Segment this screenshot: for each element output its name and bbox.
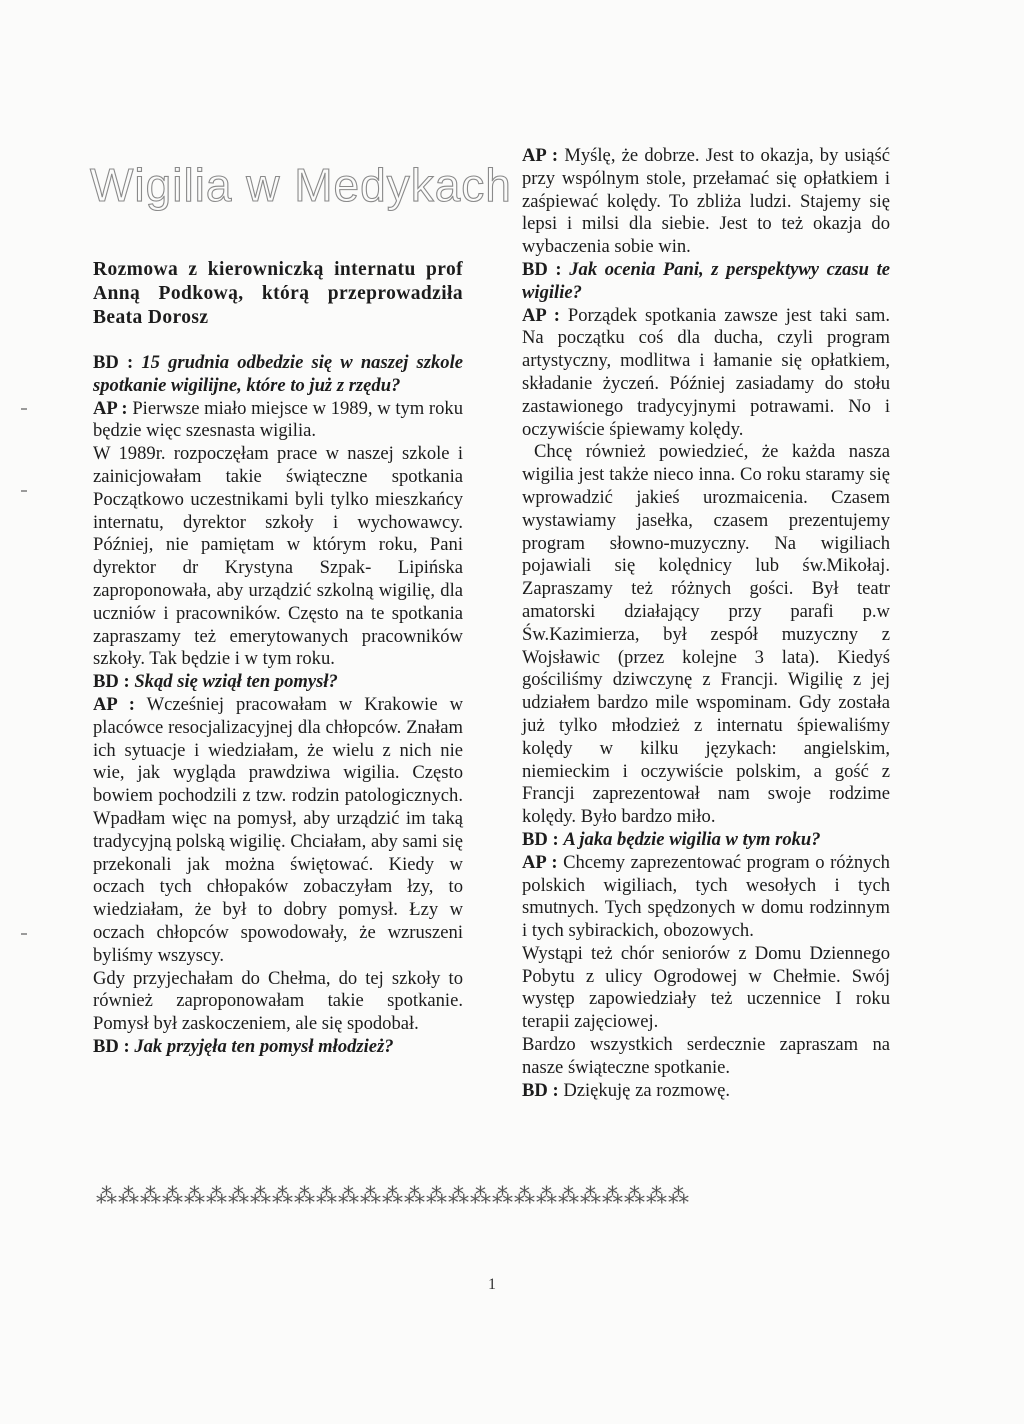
interview-paragraph — [522, 1034, 890, 1080]
scan-mark — [21, 490, 27, 492]
speaker-label: BD : — [522, 1079, 559, 1101]
right-column — [522, 145, 890, 1102]
interview-paragraph — [522, 305, 890, 442]
article-title: Wigilia w Medykach — [90, 159, 512, 211]
speaker-label: BD : — [522, 828, 559, 850]
speaker-label: AP : — [93, 397, 128, 419]
interview-paragraph — [93, 398, 463, 444]
speaker-label: AP : — [522, 851, 558, 873]
interview-paragraph — [93, 694, 463, 968]
left-column — [93, 352, 463, 1059]
paragraph-text: Myślę, że dobrze. Jest to okazja, by usiąść przy wspólnym stole, przełamać się opłatkiem i zaśpiewać kolędy. To zbliża ludzi. Stajemy się lepsi i milsi dla siebie. Jest to też okazja do wybaczenia sobie win. — [522, 145, 891, 258]
paragraph-text: Dziękuję za rozmowę. — [563, 1079, 731, 1101]
paragraph-text: A jaka będzie wigilia w tym roku? — [563, 828, 821, 850]
interview-question — [93, 352, 463, 398]
paragraph-text: Chcę również powiedzieć, że każda nasza wigilia jest także nieco inna. Co roku staramy się wprowadzić jakieś urozmaicenia. Czasem wystawiamy jasełka, czasem prezentujemy program słowno-muzyczny. Na wigiliach pojawiali się kolędnicy lub św.Mikołaj. Zapraszamy też różnych gości. Był teatr amatorski działający przy parafi p.w Św.Kazimierza, był zespół muzyczny z Wojsławic (przez kolejne 3 lata). Kiedyś gościliśmy dziwczynę z Francji. Wigilię z jej udziałem bardzo mile wspominam. Gdy została już tylko młodzież z internatu śpiewaliśmy kolędy w kilku językach: angielskim, niemieckim i oczywiście polskim, a gość z Francji zaprezentował nam swoje rodzime kolędy. Było bardzo miło. — [522, 441, 890, 828]
paragraph-text: Bardzo wszystkich serdecznie zapraszam na nasze świąteczne spotkanie. — [522, 1034, 890, 1078]
speaker-label: AP : — [93, 693, 135, 715]
scan-mark — [21, 933, 27, 935]
paragraph-text: Skąd się wziął ten pomysł? — [134, 671, 338, 693]
interview-paragraph — [522, 852, 890, 943]
paragraph-text: Pierwsze miało miejsce w 1989, w tym roku będzie więc szesnasta wigilia. — [93, 397, 464, 442]
paragraph-text: Chcemy zaprezentować program o różnych polskich wigiliach, tych wesołych i tych smutnych. Tych spędzonych w domu rodzinnym i tych sybirackich, obozowych. — [522, 851, 890, 942]
decorative-tree-border: ⁂⁂⁂⁂⁂⁂⁂⁂⁂⁂⁂⁂⁂⁂⁂⁂⁂⁂⁂⁂⁂⁂⁂⁂⁂⁂⁂ — [96, 1184, 690, 1208]
speaker-label: BD : — [93, 671, 130, 693]
paragraph-text: W 1989r. rozpoczęłam prace w naszej szkole i zainicjowałam takie świąteczne spotkania Początkowo uczestnikami byli tylko mieszkańcy internatu, dyrektor szkoły i wychowawcy. Później, nie pamiętam w którym roku, Pani dyrektor dr Krystyna Szpak- Lipińska zaproponowała, aby urządzić szkolną wigilię, dla uczniów i pracowników. Często na te spotkania zapraszamy też emerytowanych pracowników szkoły. Tak będzie i w tym roku. — [93, 443, 463, 670]
paragraph-text: 15 grudnia odbedzie się w naszej szkole spotkanie wigilijne, które to już z rzędu? — [93, 352, 464, 396]
speaker-label: AP : — [522, 145, 559, 166]
paragraph-text: Porządek spotkania zawsze jest taki sam. Na początku coś dla ducha, czyli program artystyczny, modlitwa i łamanie się opłatkiem, składanie życzeń. Później zasiadamy do stołu zastawionego tradycyjnymi potrawami. No i oczywiście śpiewamy kolędy. — [522, 304, 890, 440]
interview-paragraph — [522, 1080, 890, 1103]
scan-mark — [21, 408, 27, 410]
speaker-label: BD : — [93, 352, 134, 373]
interview-paragraph — [93, 443, 463, 671]
interview-paragraph — [522, 441, 890, 829]
interview-question — [93, 671, 463, 694]
page-number: 1 — [488, 1276, 496, 1293]
interview-question — [522, 259, 890, 305]
interview-paragraph — [93, 968, 463, 1036]
speaker-label: AP : — [522, 304, 560, 326]
paragraph-text: Wcześniej pracowałam w Krakowie w placówce resocjalizacyjnej dla chłopców. Znałam ich sytuacje i wiedziałam, że wielu z nich nie wie, jak wygląda prawdziwa wigilia. Często bowiem pochodzili z tzw. rodzin patologicznych. Wpadłam więc na pomysł, aby urządzić im taką tradycyjną polską wigilię. Chciałam, aby sami się przekonali jak można świętować. Kiedy w oczach tych chłopaków zobaczyłam łzy, to wiedziałam, że był to dobry pomysł. Łzy w oczach chłopców spowodowały, że wzruszeni byliśmy wszyscy. — [93, 693, 464, 966]
interview-question — [522, 829, 890, 852]
paragraph-text: Wystąpi też chór seniorów z Domu Dziennego Pobytu z ulicy Ogrodowej w Chełmie. Swój występ zapowiedziały też uczennice I roku terapii zajęciowej. — [522, 942, 890, 1033]
interview-paragraph — [522, 145, 890, 259]
paragraph-text: Jak ocenia Pani, z perspektywy czasu te wigilie? — [522, 258, 891, 303]
interview-paragraph — [522, 943, 890, 1034]
speaker-label: BD : — [522, 258, 562, 280]
paragraph-text: Jak przyjęła ten pomysł młodzież? — [134, 1035, 394, 1057]
article-intro: Rozmowa z kierowniczką internatu prof Anną Podkową, którą przeprowadziła Beata Dorosz — [93, 259, 463, 328]
interview-question — [93, 1036, 463, 1059]
speaker-label: BD : — [93, 1035, 130, 1057]
paragraph-text: Gdy przyjechałam do Chełma, do tej szkoły to również zaproponowałam takie spotkanie. Pomysł był zaskoczeniem, ale się spodobał. — [93, 967, 463, 1035]
